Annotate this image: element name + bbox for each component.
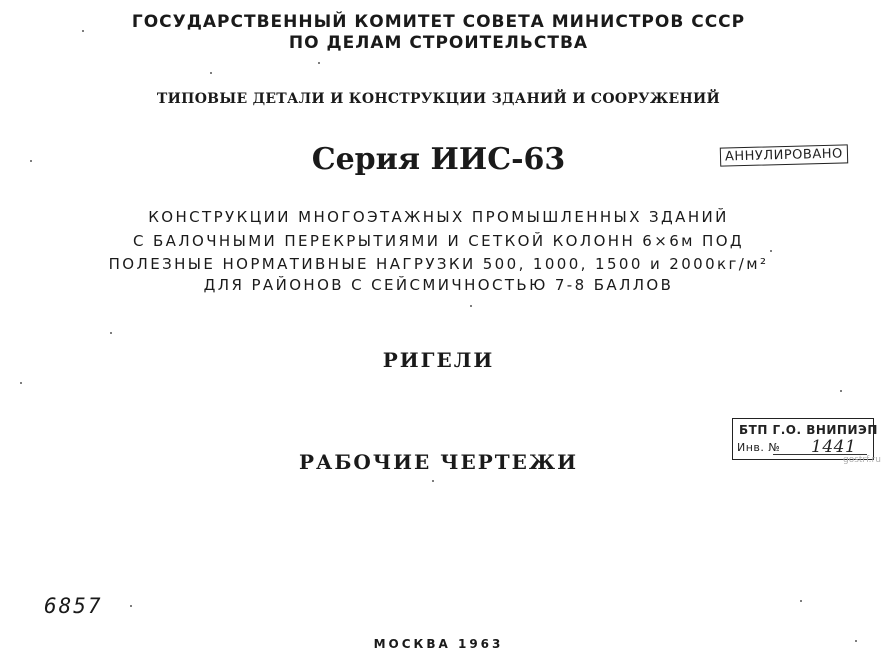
org-title-line2: ПО ДЕЛАМ СТРОИТЕЛЬСТВА [288, 33, 589, 53]
org-title-line1: ГОСУДАРСТВЕННЫЙ КОМИТЕТ СОВЕТА МИНИСТРОВ СССР [131, 12, 746, 32]
scan-speck [20, 382, 22, 384]
inventory-stamp-label: Инв. № [737, 441, 781, 454]
scan-speck [770, 250, 772, 252]
scan-speck [30, 160, 32, 162]
section-title: РИГЕЛИ [382, 348, 495, 372]
footer-city-year: МОСКВА 1963 [373, 637, 504, 651]
scan-speck [800, 600, 802, 602]
scan-speck [210, 72, 212, 74]
scan-speck [318, 62, 320, 64]
watermark: gostrf.ru [843, 455, 881, 465]
scan-speck [82, 30, 84, 32]
inventory-stamp-org: БТП Г.О. ВНИПИЭП [739, 423, 878, 437]
description-line-4: ДЛЯ РАЙОНОВ С СЕЙСМИЧНОСТЬЮ 7-8 БАЛЛОВ [203, 276, 674, 294]
collection-subtitle: ТИПОВЫЕ ДЕТАЛИ И КОНСТРУКЦИИ ЗДАНИЙ И СООРУЖЕНИЙ [156, 91, 721, 107]
scan-speck [855, 640, 857, 642]
series-title: Серия ИИС-63 [311, 142, 566, 177]
description-line-3: ПОЛЕЗНЫЕ НОРМАТИВНЫЕ НАГРУЗКИ 500, 1000, 1500 и 2000кг/м² [108, 255, 769, 273]
description-line-1: КОНСТРУКЦИИ МНОГОЭТАЖНЫХ ПРОМЫШЛЕННЫХ ЗДАНИЙ [148, 208, 729, 226]
scan-speck [110, 332, 112, 334]
scan-speck [470, 305, 472, 307]
scan-speck [432, 480, 434, 482]
scan-speck [130, 605, 132, 607]
scan-speck [840, 390, 842, 392]
approved-stamp: АННУЛИРОВАНО [720, 144, 848, 166]
section-subtitle: РАБОЧИЕ ЧЕРТЕЖИ [298, 450, 578, 474]
handwritten-number: 6857 [44, 594, 103, 618]
description-line-2: С БАЛОЧНЫМИ ПЕРЕКРЫТИЯМИ И СЕТКОЙ КОЛОНН 6×6м ПОД [132, 232, 745, 250]
inventory-stamp-number: 1441 [811, 437, 857, 457]
